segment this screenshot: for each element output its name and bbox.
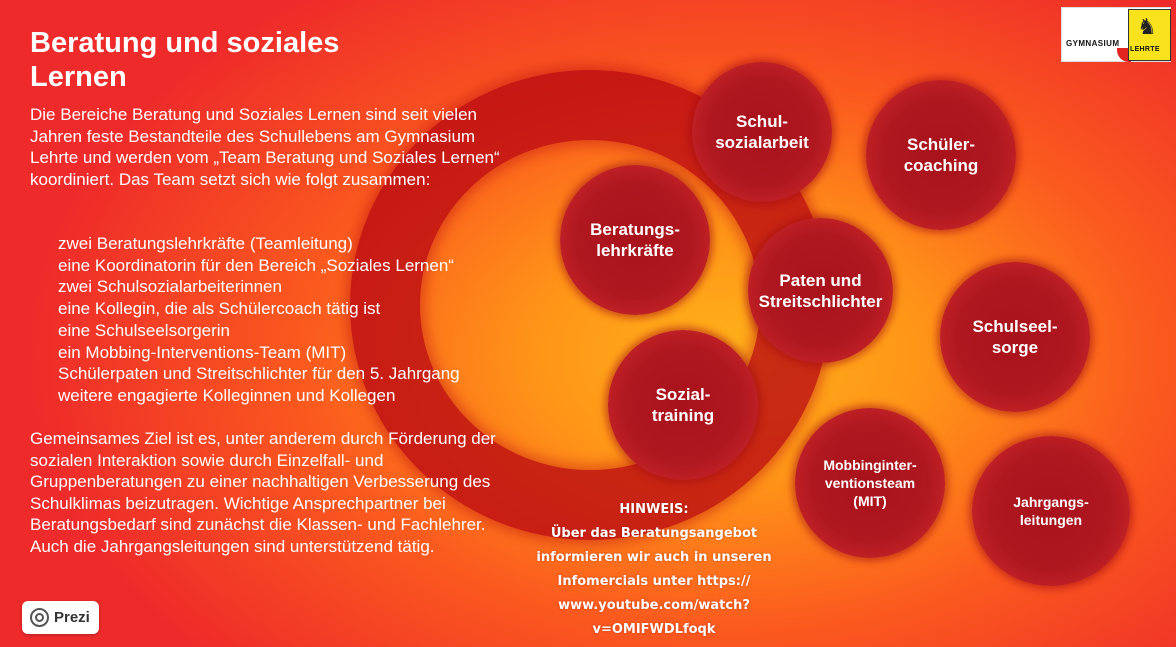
logo-school-name: GYMNASIUM xyxy=(1066,39,1120,48)
goal-paragraph: Gemeinsames Ziel ist es, unter anderem durch Förderung der sozialen Interaktion sowie durch Einzelfall- und Gruppenberatungen zu einer nachhaltigen Verbesserung des Schulklimas beizutragen. Wichtige Ansprechpartner bei Beratungsbedarf sind zunächst die Klassen- und Fachlehrer. Auch die Jahrgangsleitungen sind unterstützend tätig. xyxy=(30,429,496,556)
hint-line: informieren wir auch in unseren xyxy=(536,550,772,565)
topic-label: Jahrgangs- leitungen xyxy=(1013,494,1089,528)
topic-label: Schul- sozialarbeit xyxy=(715,112,809,152)
topic-sozialtraining[interactable] xyxy=(608,330,758,480)
prezi-logo-icon xyxy=(30,608,49,627)
list-item: Schülerpaten und Streitschlichter für den 5. Jahrgang xyxy=(58,364,460,384)
hint-box xyxy=(530,498,778,642)
page-title: Beratung und soziales Lernen xyxy=(30,27,340,93)
hint-line: Infomercials unter https:// xyxy=(557,574,751,589)
hint-line: Über das Beratungsangebot xyxy=(550,526,758,541)
team-member-list xyxy=(58,233,460,407)
topic-label: Schulseel- sorge xyxy=(972,317,1058,357)
list-item: eine Kollegin, die als Schülercoach tätig ist xyxy=(58,299,381,319)
topic-mobbinginterventionsteam[interactable] xyxy=(795,408,945,558)
list-item: weitere engagierte Kolleginnen und Kollegen xyxy=(58,385,396,405)
topic-schuelercoaching[interactable] xyxy=(866,80,1016,230)
list-item: ein Mobbing-Interventions-Team (MIT) xyxy=(58,342,347,362)
topic-label: Paten und Streitschlichter xyxy=(758,270,883,311)
list-item: zwei Beratungslehrkräfte (Teamleitung) xyxy=(58,234,353,253)
topic-paten-streitschlichter[interactable] xyxy=(748,218,893,363)
hint-title: HINWEIS: xyxy=(619,502,689,517)
topic-label: Sozial- training xyxy=(651,385,715,425)
topic-beratungslehrkraefte[interactable] xyxy=(560,165,710,315)
topic-label: Schüler- coaching xyxy=(903,135,979,175)
intro-paragraph: Die Bereiche Beratung und Soziales Lernen sind seit vielen Jahren feste Bestandteile des Schullebens am Gymnasium Lehrte und werden vom „Team Beratung und Soziales Lernen“ koordiniert. Das Team setzt sich wie folgt zusammen: xyxy=(30,105,500,189)
topic-jahrgangsleitungen[interactable] xyxy=(972,436,1130,586)
logo-city-name: LEHRTE xyxy=(1130,46,1160,53)
list-item: zwei Schulsozialarbeiterinnen xyxy=(58,277,282,297)
list-item: eine Koordinatorin für den Bereich „Soziales Lernen“ xyxy=(58,255,454,275)
lion-crest-icon: ♞ xyxy=(1128,9,1171,61)
hint-line: www.youtube.com/watch? xyxy=(558,598,750,613)
hint-line: v=OMIFWDLfoqk xyxy=(592,622,716,637)
prezi-button[interactable] xyxy=(22,601,99,634)
prezi-label: Prezi xyxy=(54,609,90,626)
topic-schulsozialarbeit[interactable] xyxy=(692,62,832,202)
topic-label: Mobbinginter- ventionsteam (MIT) xyxy=(823,457,917,509)
topic-schulseelsorge[interactable] xyxy=(940,262,1090,412)
topic-label: Beratungs- lehrkräfte xyxy=(590,220,680,260)
school-logo xyxy=(1061,7,1171,62)
list-item: eine Schulseelsorgerin xyxy=(58,320,230,340)
